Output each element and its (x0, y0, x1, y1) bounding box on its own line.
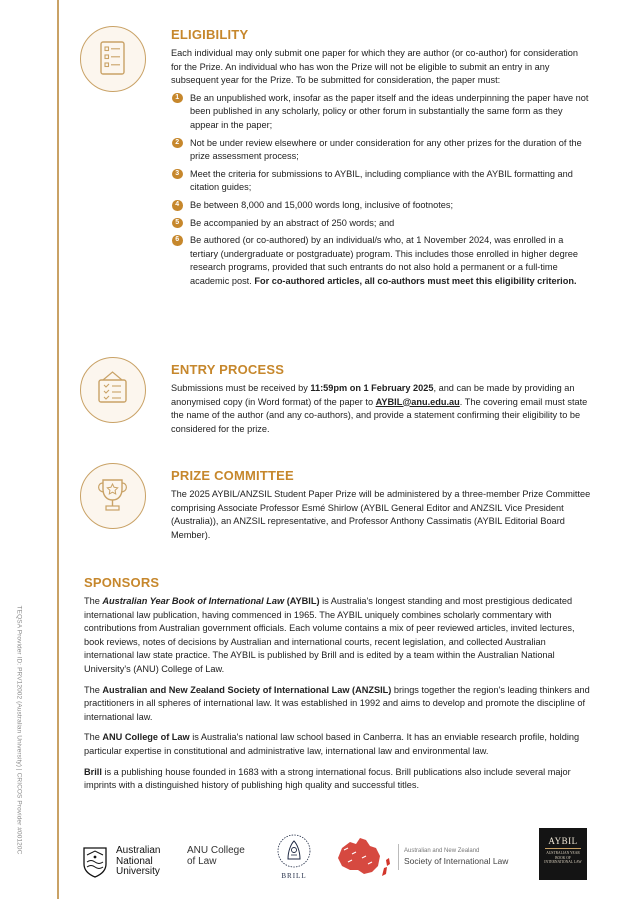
prize-committee-section (171, 468, 591, 542)
eligibility-item: 5 Be accompanied by an abstract of 250 words; and (171, 217, 591, 231)
number-badge: 4 (172, 200, 183, 211)
form-checkmark-icon (80, 357, 146, 423)
number-badge: 5 (172, 218, 183, 229)
aybil-logo: AYBIL AUSTRALIAN YEAR BOOK OF INTERNATIONAL LAW (539, 828, 587, 880)
sponsor-aybil: The Australian Year Book of International Law (AYBIL) is Australia's longest standing and most prestigious dedicated international law publication, having commenced in 1965. The AYBIL uniquely combines scholarly commentary with contributions from Australian government officials. Each volume contains a mix of peer reviewed articles, invited lectures, book reviews, notes of decisions by Australian and international courts, recent legislation, and collected Australian international law state practice. The AYBIL is published by Brill and is edited by a team within the Australian National University's (ANU) College of Law. (84, 596, 575, 674)
gold-vertical-rule (57, 0, 59, 899)
eligibility-item: 6 Be authored (or co-authored) by an individual/s who, at 1 November 2024, was enrolled in a tertiary (undergraduate or postgraduate) program. This includes those enrolled in higher degree research programs, provided that such entrants do not also hold a permanent or a full-time academic post. For co-authored articles, all co-authors must meet this eligibility criterion. (171, 234, 591, 288)
eligibility-list (171, 92, 591, 289)
anu-crest-icon (82, 846, 108, 878)
trophy-icon (80, 463, 146, 529)
sponsors-heading: SPONSORS (84, 575, 160, 590)
prize-committee-heading: PRIZE COMMITTEE (171, 468, 294, 483)
entry-process-section (171, 362, 591, 436)
number-badge: 6 (172, 235, 183, 246)
provider-side-text: TEQSA Provider ID: PRV12002 (Australian University) | CRICOS Provider #00120C (15, 605, 23, 855)
anu-logo: Australian National University ANU College of Law (82, 846, 262, 882)
sponsor-brill: Brill is a publishing house founded in 1683 with a strong international focus. Brill publications also include several major imprints with a distinguished history of publishing high quality and successful titles. (84, 766, 571, 791)
eligibility-item: 3 Meet the criteria for submissions to AYBIL, including compliance with the AYBIL formatting and citation guides; (171, 168, 591, 195)
number-badge: 2 (172, 138, 183, 149)
entry-process-text: Submissions must be received by 11:59pm on 1 February 2025, and can be made by providing an anonymised copy (in Word format) of the paper to AYBIL@anu.edu.au. The covering email must state the name of the author (and any co-authors), and provide a statement confirming their eligibility to be considered for the prize. (171, 383, 588, 434)
australia-nz-map-icon (334, 834, 396, 880)
eligibility-item: 4 Be between 8,000 and 15,000 words long, inclusive of footnotes; (171, 199, 591, 213)
email-link[interactable]: AYBIL@anu.edu.au (375, 396, 460, 407)
checklist-document-icon (80, 26, 146, 92)
eligibility-intro: Each individual may only submit one paper for which they are author (or co-author) for consideration for the Prize. An individual who has won the Prize will not be eligible to submit an entry in any subsequent year for the Prize. To be submitted for consideration, the paper must: (171, 48, 579, 86)
eligibility-item: 2 Not be under review elsewhere or under consideration for any other prizes for the duration of the prize assessment process; (171, 137, 591, 164)
brill-seal-icon (275, 832, 313, 870)
eligibility-heading: ELIGIBILITY (171, 27, 249, 42)
sponsor-logos (82, 828, 592, 882)
entry-process-heading: ENTRY PROCESS (171, 362, 285, 377)
number-badge: 1 (172, 93, 183, 104)
sponsor-anu-law: The ANU College of Law is Australia's national law school based in Canberra. It has an enviable research profile, holding particular expertise in constitutional and administrative law, international law and environmental law. (84, 732, 580, 756)
brill-logo: BRILL (275, 832, 313, 882)
eligibility-item: 1 Be an unpublished work, insofar as the paper itself and the ideas underpinning the paper have not been published in any scholarly, policy or other forum in substantially the same form as they appear in the paper; (171, 92, 591, 133)
sponsor-anzsil: The Australian and New Zealand Society of International Law (ANZSIL) brings together the region's leading thinkers and practitioners in all spheres of international law. It was established in 1992 and aims to develop and promote the discipline of international law. (84, 684, 590, 722)
sponsors-section (84, 575, 594, 800)
eligibility-section (171, 27, 591, 293)
number-badge: 3 (172, 169, 183, 180)
anzsil-logo: Australian and New Zealand Society of International Law (334, 834, 524, 880)
prize-committee-text: The 2025 AYBIL/ANZSIL Student Paper Prize will be administered by a three-member Prize Committee comprising Associate Professor Esmé Shirlow (AYBIL General Editor and ANZSIL Vice President (Australia)), an ANZSIL representative, and Professor Anthony Cassimatis (AYBIL Editorial Board Member). (171, 489, 591, 540)
